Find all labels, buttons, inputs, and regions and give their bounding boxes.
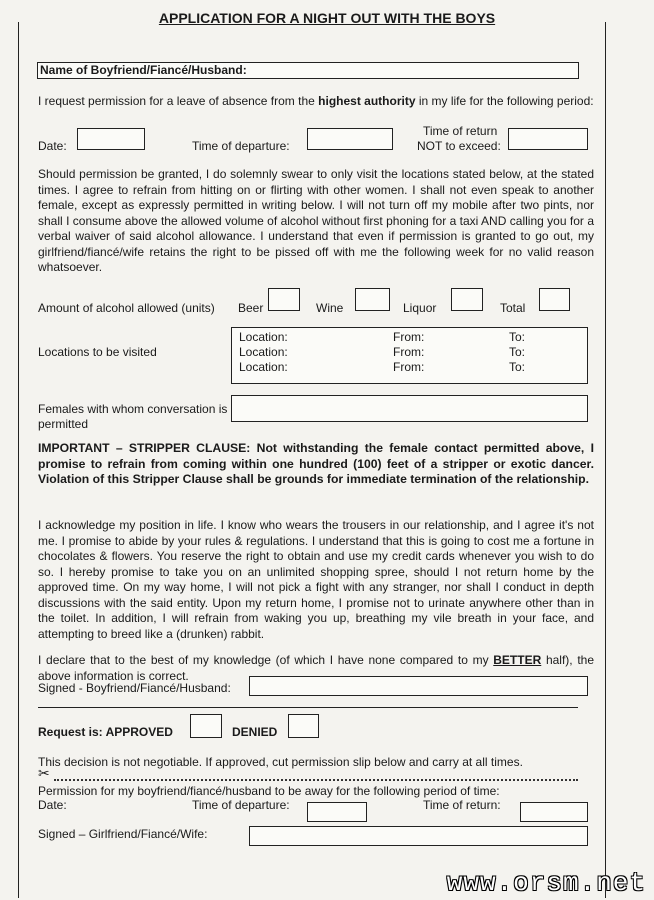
to-label: To: (509, 345, 526, 359)
liquor-label: Liquor (403, 301, 437, 315)
stripper-clause: IMPORTANT – STRIPPER CLAUSE: Not withstanding the female contact permitted above, I promise to refrain from coming within one hundred (100) feet of a stripper or exotic dancer. Violation of this Stripper Clause shall be grounds for immediate termination of the relationship. (38, 441, 594, 486)
slip-permission-text: Permission for my boyfriend/fiancé/husband to be away for the following period of time: (38, 784, 500, 798)
date-label: Date: (38, 139, 67, 153)
from-label: From: (393, 360, 425, 374)
return-field[interactable] (508, 128, 588, 150)
watermark: www.orsm.net (446, 868, 646, 898)
signed-boyfriend-label: Signed - Boyfriend/Fiancé/Husband: (38, 681, 231, 695)
females-label: Females with whom conversation is permitted (38, 402, 228, 431)
signed-boyfriend-field[interactable] (249, 676, 588, 696)
cut-line (54, 779, 578, 781)
beer-field[interactable] (268, 288, 300, 311)
oath-paragraph: Should permission be granted, I do solemnly swear to only visit the locations stated below, at the stated times. I agree to refrain from hitting on or flirting with other women. I shall not even speak to another female, except as expressly permitted in writing below. I will not turn off my mobile after two pints, nor shall I consume above the allowed volume of alcohol without first phoning for a taxi AND calling you for a verbal waiver of said alcohol allowance. I understand that even if permission is granted to go out, my girlfriend/fiancé/wife retains the right to be pissed off with me the following week for no valid reason whatsoever. (38, 167, 594, 274)
request-intro-end: in my life for the following period: (415, 94, 594, 108)
from-label: From: (393, 330, 425, 344)
denied-label: DENIED (232, 725, 278, 739)
alcohol-label: Amount of alcohol allowed (units) (38, 301, 215, 315)
to-label: To: (509, 360, 526, 374)
declaration-start: I declare that to the best of my knowledge (of which I have none compared to my (38, 653, 494, 667)
request-is-label: Request is: APPROVED (38, 725, 173, 739)
slip-departure-label: Time of departure: (192, 798, 290, 812)
slip-departure-field[interactable] (307, 802, 367, 822)
slip-date-label: Date: (38, 798, 67, 812)
return-label-line2: NOT to exceed: (417, 139, 501, 153)
slip-return-label: Time of return: (423, 798, 501, 812)
wine-label: Wine (316, 301, 344, 315)
wine-field[interactable] (355, 288, 390, 311)
signed-girlfriend-field[interactable] (249, 826, 588, 846)
name-label: Name of Boyfriend/Fiancé/Husband: (40, 63, 247, 77)
liquor-field[interactable] (451, 288, 483, 311)
locations-label: Locations to be visited (38, 345, 157, 359)
return-label-line1: Time of return (423, 124, 498, 138)
total-label: Total (500, 301, 526, 315)
divider (38, 707, 578, 708)
to-label: To: (509, 330, 526, 344)
request-intro (38, 94, 594, 110)
request-intro-start: I request permission for a leave of absence from the (38, 94, 319, 108)
location-label: Location: (239, 360, 288, 374)
form-title: APPLICATION FOR A NIGHT OUT WITH THE BOYS (158, 10, 496, 26)
approved-checkbox[interactable] (190, 714, 222, 738)
date-field[interactable] (77, 128, 145, 150)
beer-label: Beer (238, 301, 264, 315)
total-field[interactable] (539, 288, 570, 311)
slip-return-field[interactable] (520, 802, 588, 822)
location-label: Location: (239, 330, 288, 344)
scissors-icon: ✂ (38, 766, 50, 782)
departure-field[interactable] (307, 128, 393, 150)
highest-authority-text: highest authority (318, 94, 416, 108)
departure-label: Time of departure: (192, 139, 290, 153)
from-label: From: (393, 345, 425, 359)
decision-text: This decision is not negotiable. If approved, cut permission slip below and carry at all times. (38, 755, 523, 769)
better-text: BETTER (493, 653, 542, 667)
acknowledge-paragraph: I acknowledge my position in life. I know who wears the trousers in our relationship, and I agree it's not me. I promise to abide by your rules & regulations. I understand that this is going to cost me a fortune in chocolates & flowers. You reserve the right to obtain and use my credit cards whenever you wish to do so. I hereby promise to take you on an unlimited shopping spree, should I not return home by the approved time. On my way home, I will not pick a fight with any stranger, nor shall I conduct in depth discussions with the said entity. Upon my return home, I promise not to urinate anywhere other than in the toilet. In addition, I will refrain from waking you up, breathing my vile breath in your face, and attempting to breed like a (drunken) rabbit. (38, 518, 594, 641)
declaration-end: half), the above information is correct. (38, 653, 595, 683)
location-label: Location: (239, 345, 288, 359)
denied-checkbox[interactable] (288, 714, 319, 738)
signed-girlfriend-label: Signed – Girlfriend/Fiancé/Wife: (38, 827, 208, 841)
females-field[interactable] (231, 395, 588, 422)
